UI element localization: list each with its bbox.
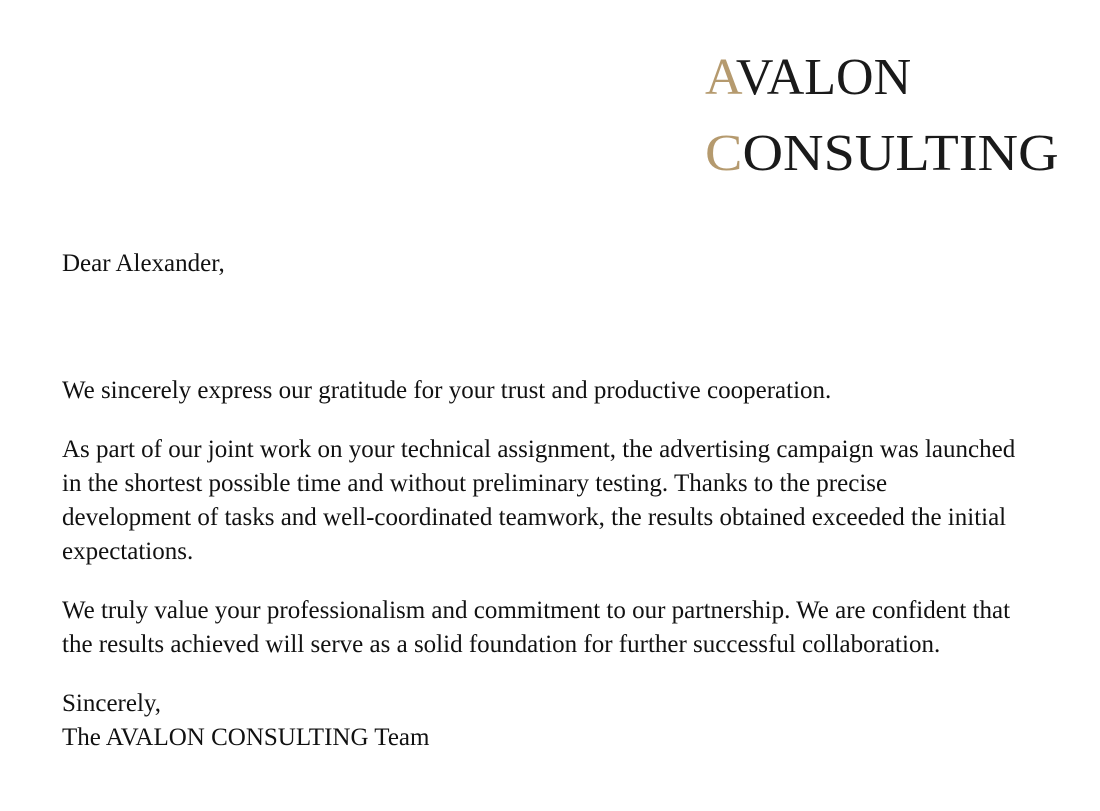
closing-block [62, 687, 1022, 755]
salutation: Dear Alexander, [62, 250, 225, 277]
signature: The AVALON CONSULTING Team [62, 724, 430, 751]
logo-text-consulting: ONSULTING [742, 125, 1059, 182]
company-logo [705, 49, 1065, 182]
logo-initial-c: C [705, 125, 743, 182]
paragraph-gratitude: We sincerely express our gratitude for your trust and productive cooperation. [62, 377, 832, 404]
logo-line-consulting [705, 125, 1094, 182]
paragraph-partnership: We truly value your professionalism and commitment to our partnership. We are confident that the results achieved will serve as a solid foundation for further successful collaboration. [62, 597, 1011, 658]
logo-line-avalon [705, 49, 1065, 114]
letter-body [62, 247, 1022, 755]
closing: Sincerely, [62, 690, 162, 717]
logo-initial-a: A [705, 49, 736, 106]
logo-text-avalon: VALON [735, 49, 912, 106]
paragraph-campaign: As part of our joint work on your technical assignment, the advertising campaign was launched in the shortest possible time and without preliminary testing. Thanks to the precise development of tasks and well-coordinated teamwork, the results obtained exceeded the initial expectations. [62, 436, 1016, 565]
